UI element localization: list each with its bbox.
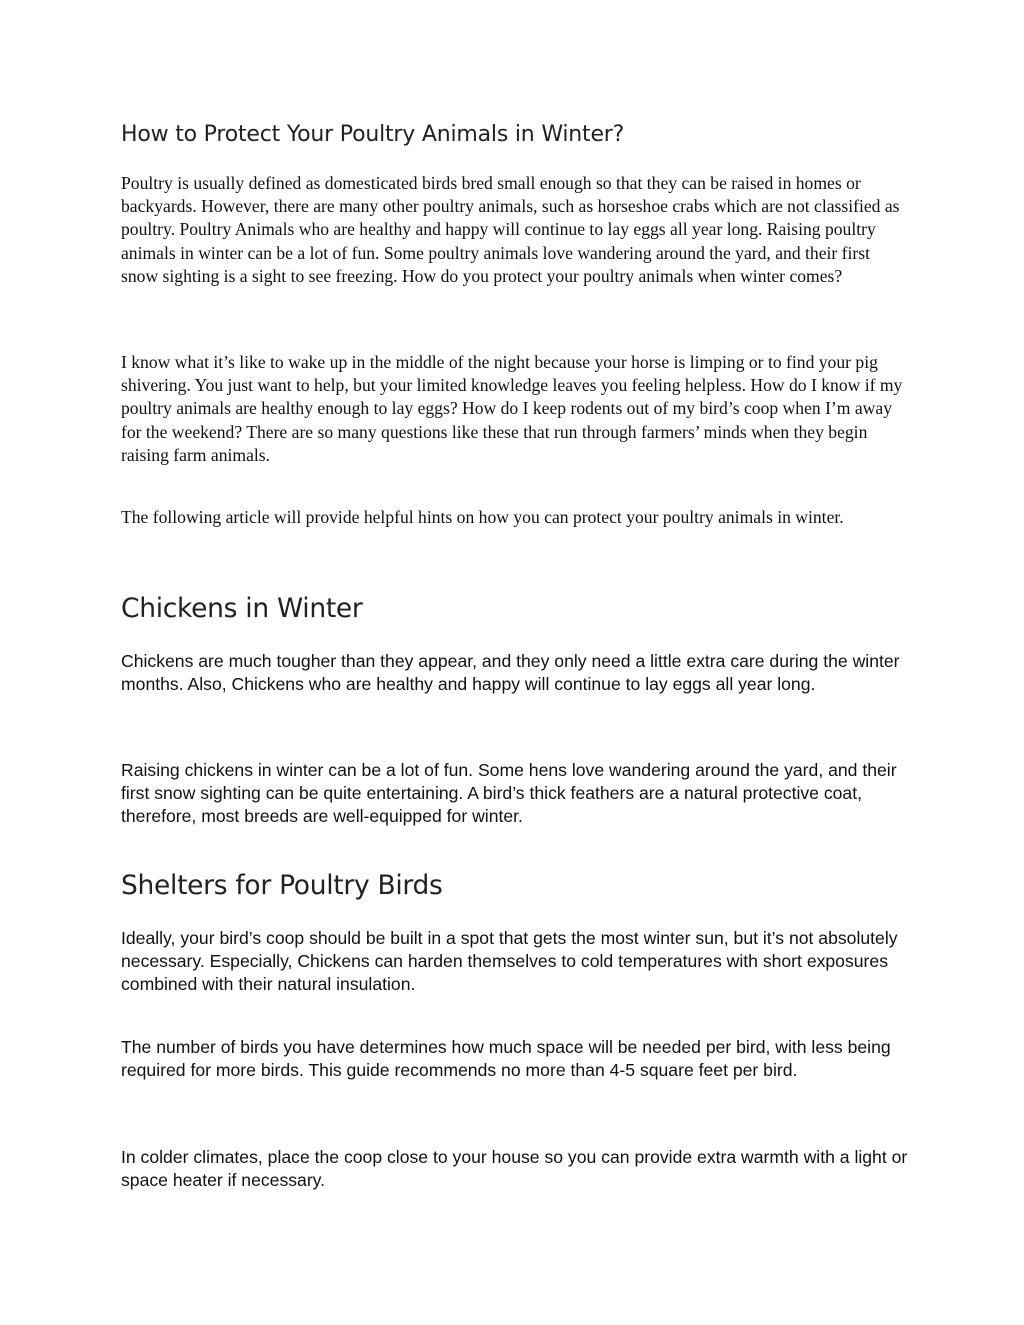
- section-heading-shelters-for-poultry-birds: Shelters for Poultry Birds: [121, 870, 443, 901]
- intro-paragraph: Poultry is usually defined as domesticated birds bred small enough so that they can be raised in homes or backyards. However, there are many other poultry animals, such as horseshoe crabs which are not classified as poultry. Poultry Animals who are healthy and happy will continue to lay eggs all year long. Raising poultry animals in winter can be a lot of fun. Some poultry animals love wandering around the yard, and their first snow sighting is a sight to see freezing. How do you protect your poultry animals when winter comes?: [121, 173, 900, 286]
- section-paragraph: The number of birds you have determines how much space will be needed per bird, with less being required for more birds. This guide recommends no more than 4-5 square feet per bird.: [121, 1037, 891, 1081]
- section-paragraph: Raising chickens in winter can be a lot of fun. Some hens love wandering around the yard, and their first snow sighting can be quite entertaining. A bird’s thick feathers are a natural protective coat, therefore, most breeds are well-equipped for winter.: [121, 760, 897, 827]
- section-paragraph: Chickens are much tougher than they appear, and they only need a little extra care during the winter months. Also, Chickens who are healthy and happy will continue to lay eggs all year long.: [121, 651, 900, 695]
- section-paragraph: Ideally, your bird’s coop should be built in a spot that gets the most winter sun, but it’s not absolutely necessary. Especially, Chickens can harden themselves to cold temperatures with short exposures combined with their natural insulation.: [121, 928, 898, 995]
- document-title: How to Protect Your Poultry Animals in Winter?: [121, 122, 625, 147]
- section-paragraph: In colder climates, place the coop close to your house so you can provide extra warmth with a light or space heater if necessary.: [121, 1147, 908, 1191]
- section-heading-chickens-in-winter: Chickens in Winter: [121, 593, 363, 624]
- intro-paragraph: The following article will provide helpful hints on how you can protect your poultry animals in winter.: [121, 507, 844, 527]
- intro-paragraph: I know what it’s like to wake up in the middle of the night because your horse is limping or to find your pig shivering. You just want to help, but your limited knowledge leaves you feeling helpless. How do I know if my poultry animals are healthy enough to lay eggs? How do I keep rodents out of my bird’s coop when I’m away for the weekend? There are so many questions like these that run through farmers’ minds when they begin raising farm animals.: [121, 352, 903, 465]
